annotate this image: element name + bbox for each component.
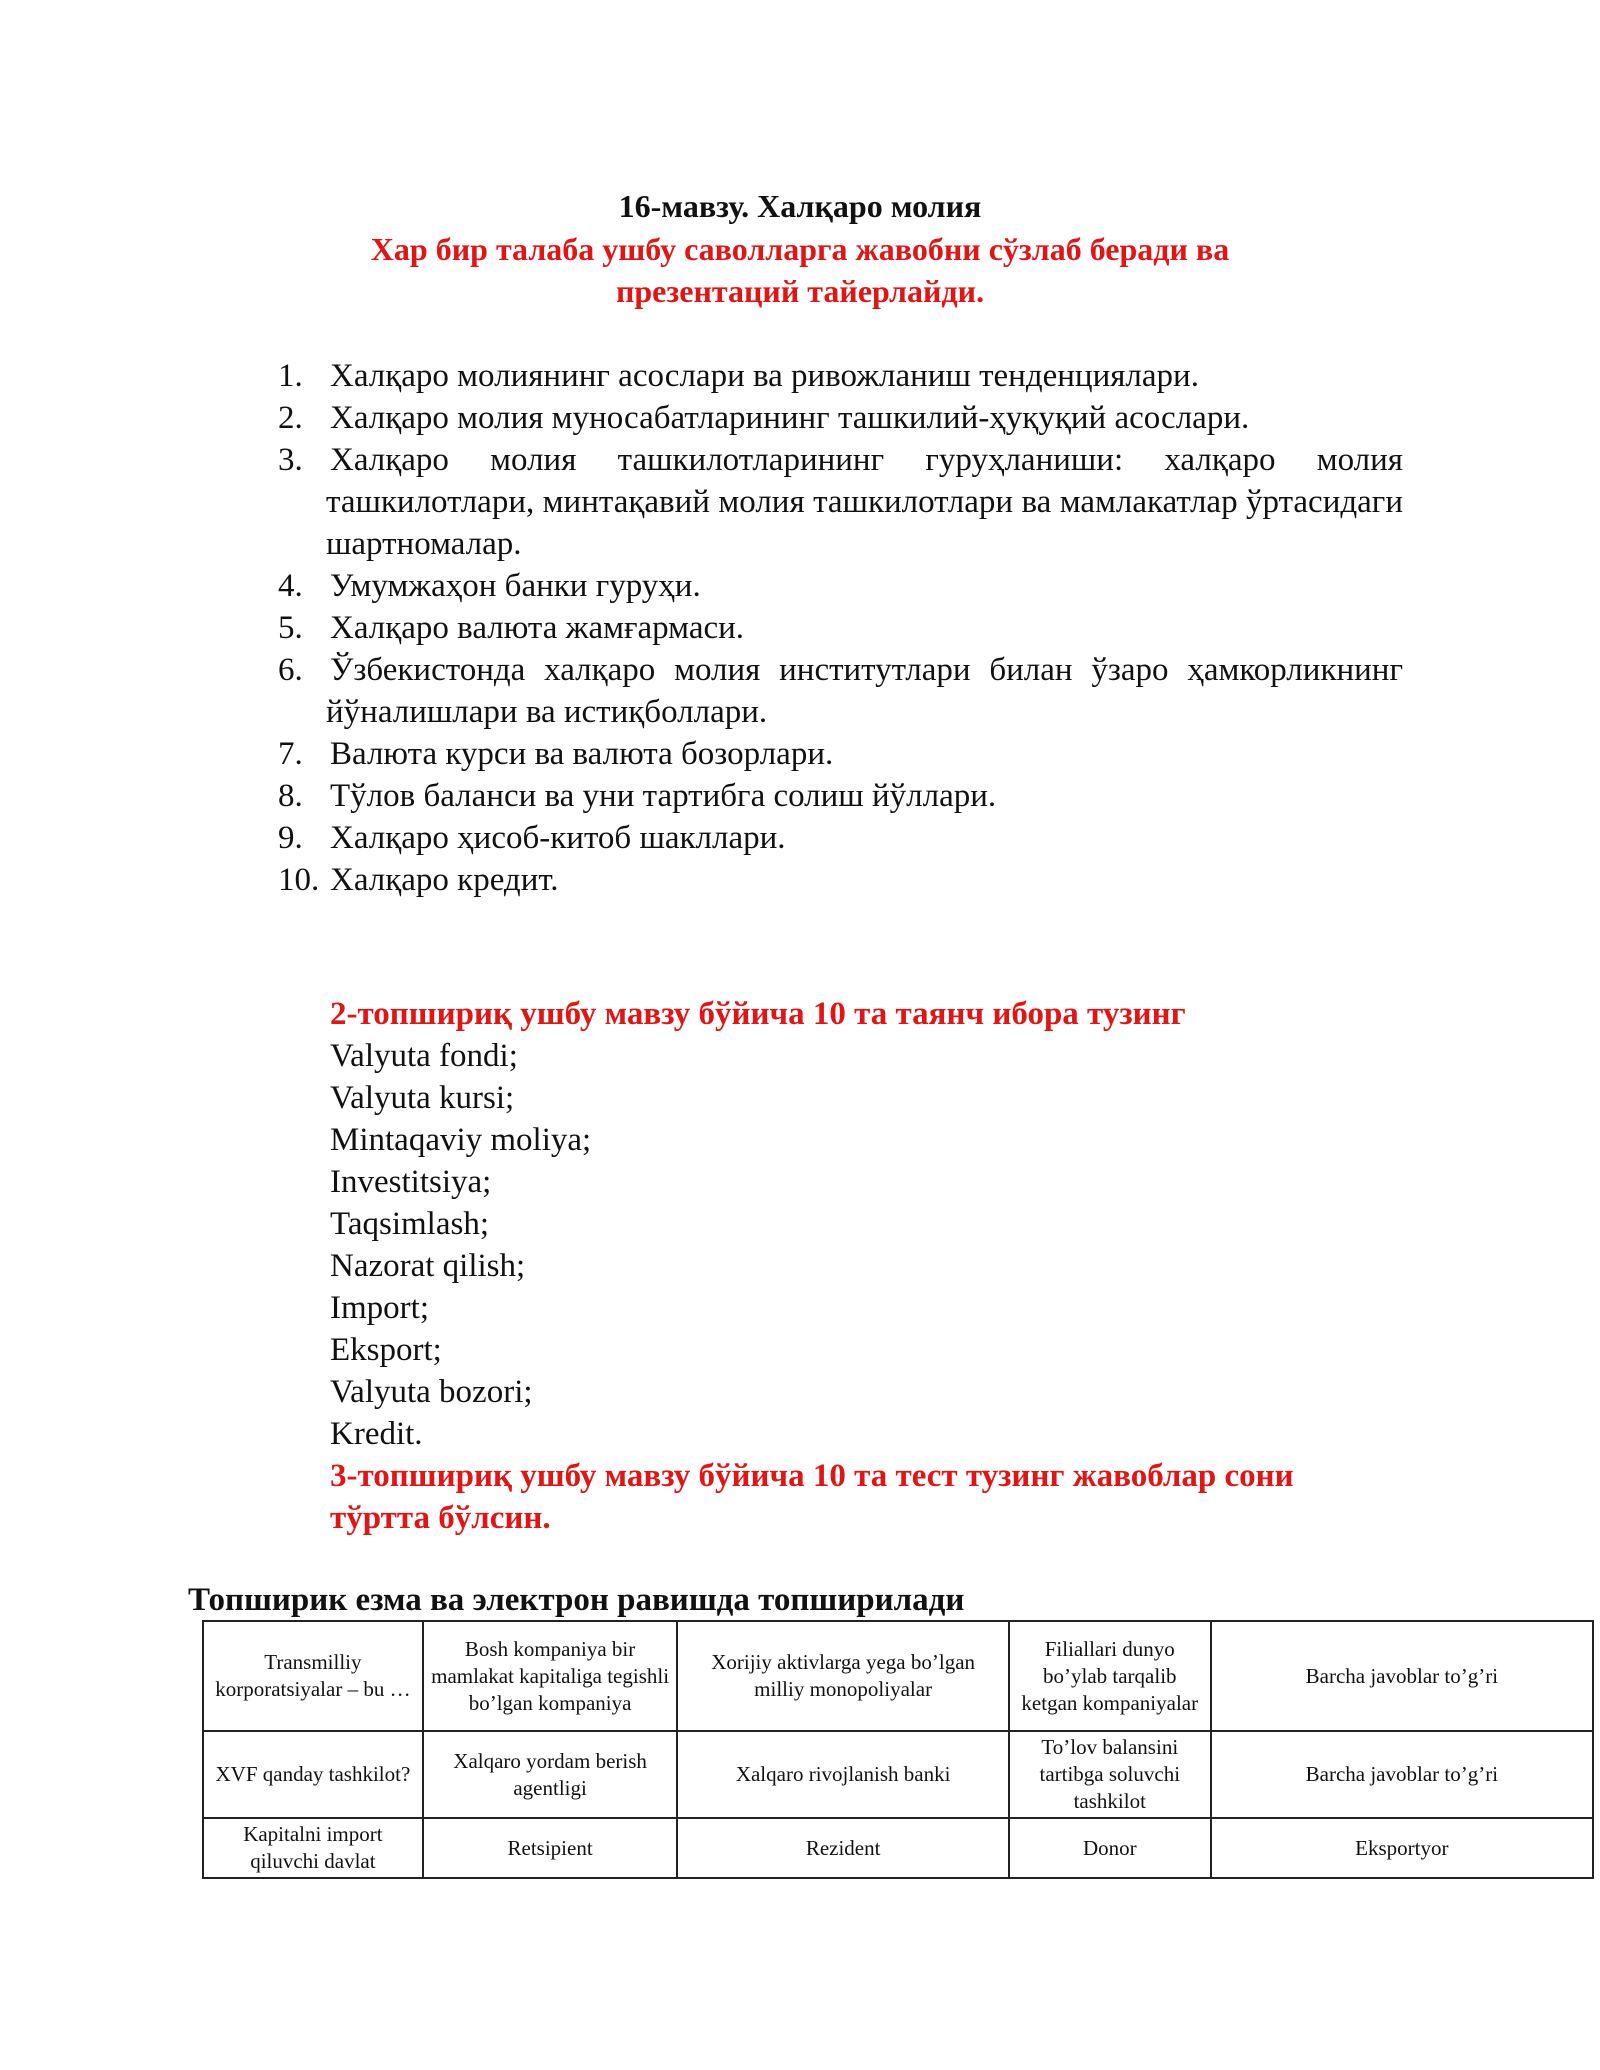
question-item [278,397,1403,439]
question-number: 5. [278,610,303,646]
question-number: 10. [278,862,320,898]
page-title: 16-мавзу. Халқаро молия [618,188,982,224]
question-text: Ўзбекистонда халқаро молия институтлари билан ўзаро ҳамкорликнинг йўналишлари ва истиқболлари. [326,652,1403,730]
table-cell-answer: Xorijiy aktivlarga yega bo’lgan milliy monopoliyalar [677,1621,1008,1731]
table-cell-question: XVF qanday tashkilot? [203,1731,423,1818]
task-section [330,993,1410,1539]
question-text: Халқаро молия муносабатларининг ташкилий-ҳуқуқий асослари. [330,400,1250,436]
question-item [278,817,1403,859]
submission-note: Топширик езма ва электрон равишда топширилади [188,1582,965,1618]
table-cell-answer: Barcha javoblar to’g’ri [1211,1731,1593,1818]
question-text: Халқаро молиянинг асослари ва ривожланиш тенденциялари. [330,358,1199,394]
question-text: Тўлов баланси ва уни тартибга солиш йўллари. [330,778,997,814]
question-list [278,355,1403,901]
term-item: Valyuta kursi; [330,1080,515,1116]
table-row [203,1621,1593,1731]
question-item [278,859,1403,901]
task3-heading-line-2: тўртта бўлсин. [330,1500,551,1536]
instruction-line-1: Хар бир талаба ушбу саволларга жавобни сўзлаб беради ва [370,231,1230,267]
table-cell-answer: Bosh kompaniya bir mamlakat kapitaliga tegishli bo’lgan kompaniya [423,1621,678,1731]
table-cell-answer: Donor [1009,1818,1211,1878]
table-cell-answer: To’lov balansini tartibga soluvchi tashkilot [1009,1731,1211,1818]
question-item [278,733,1403,775]
table-cell-answer: Retsipient [423,1818,678,1878]
table-cell-answer: Xalqaro yordam berish agentligi [423,1731,678,1818]
question-item [278,775,1403,817]
table-cell-question: Transmilliy korporatsiyalar – bu … [203,1621,423,1731]
term-item: Eksport; [330,1332,442,1368]
question-text: Халқаро ҳисоб-китоб шакллари. [330,820,786,856]
question-item [278,439,1403,565]
question-number: 8. [278,778,303,814]
term-item: Valyuta bozori; [330,1374,533,1410]
question-number: 3. [278,442,303,478]
term-item: Investitsiya; [330,1164,492,1200]
question-text: Халқаро валюта жамғармаси. [330,610,745,646]
question-item [278,565,1403,607]
table-cell-answer: Xalqaro rivojlanish banki [677,1731,1008,1818]
question-item [278,607,1403,649]
term-item: Kredit. [330,1416,423,1452]
test-table [202,1620,1594,1879]
instruction-block [0,228,1600,312]
question-number: 7. [278,736,303,772]
table-cell-answer: Filiallari dunyo bo’ylab tarqalib ketgan kompaniyalar [1009,1621,1211,1731]
question-text: Умумжаҳон банки гуруҳи. [330,568,701,604]
question-number: 4. [278,568,303,604]
table-cell-answer: Barcha javoblar to’g’ri [1211,1621,1593,1731]
question-text: Халқаро кредит. [330,862,559,898]
table-row [203,1731,1593,1818]
table-cell-answer: Eksportyor [1211,1818,1593,1878]
question-number: 1. [278,358,303,394]
term-item: Import; [330,1290,429,1326]
table-row [203,1818,1593,1878]
term-item: Nazorat qilish; [330,1248,526,1284]
question-text: Халқаро молия ташкилотларининг гуруҳланиши: халқаро молия ташкилотлари, минтақавий молия ташкилотлари ва мамлакатлар ўртасидаги шартномалар. [326,442,1403,562]
term-item: Mintaqaviy moliya; [330,1122,592,1158]
instruction-line-2: презентаций тайерлайди. [615,273,985,309]
question-number: 2. [278,400,303,436]
question-text: Валюта курси ва валюта бозорлари. [330,736,834,772]
question-item [278,355,1403,397]
term-item: Taqsimlash; [330,1206,490,1242]
question-number: 6. [278,652,303,688]
question-number: 9. [278,820,303,856]
term-item: Valyuta fondi; [330,1038,518,1074]
task2-heading: 2-топшириқ ушбу мавзу бўйича 10 та таянч ибора тузинг [330,996,1186,1032]
table-cell-question: Kapitalni import qiluvchi davlat [203,1818,423,1878]
table-cell-answer: Rezident [677,1818,1008,1878]
question-item [278,649,1403,733]
task3-heading-line-1: 3-топшириқ ушбу мавзу бўйича 10 та тест тузинг жавоблар сони [330,1458,1294,1494]
